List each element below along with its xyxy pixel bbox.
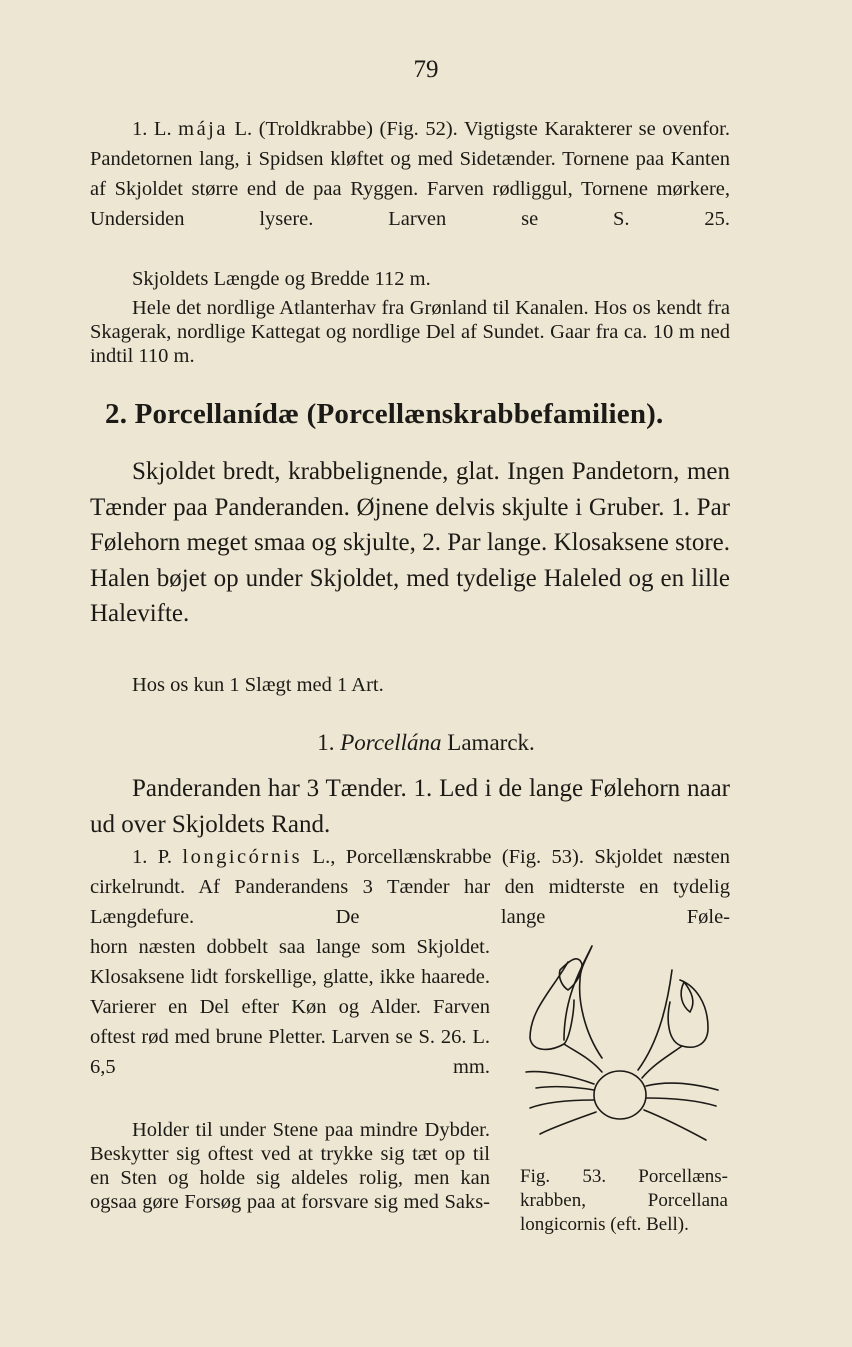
species-porcellana-name: longicórnis xyxy=(182,846,303,868)
crab-leg-r1 xyxy=(646,1083,718,1090)
species-porcellana-intro-paragraph xyxy=(90,842,730,932)
page-number: 79 xyxy=(413,56,439,83)
genus-name: Porcellána xyxy=(340,730,442,755)
species-maja-size: Skjoldets Længde og Bredde 112 m. xyxy=(132,268,431,290)
crab-leg-r2 xyxy=(646,1098,716,1106)
crab-carapace xyxy=(594,1071,646,1119)
crab-arm-right xyxy=(642,1046,682,1078)
crab-antenna-left xyxy=(564,946,602,1058)
crab-leg-l2 xyxy=(530,1100,594,1108)
species-porcellana-lead: 1. P. xyxy=(132,846,173,868)
species-maja-distribution: Hele det nordlige Atlanterhav fra Grønland til Kanalen. Hos os kendt fra Skagerak, nordlige Kattegat og nordlige Del af Sundet. Gaar fra ca. 10 m ned indtil 110 m. xyxy=(90,297,730,367)
crab-leg-l1 xyxy=(526,1072,594,1090)
species-porcellana-habitat: Holder til under Stene paa mindre Dybder. Beskytter sig oftest ved at trykke sig tæt op til en Sten og holde sig aldeles rolig, men kan ogsaa gøre Forsøg paa at forsvare sig med Saks- xyxy=(90,1119,490,1213)
species-maja-name: mája xyxy=(178,118,228,140)
genus-heading xyxy=(0,730,852,756)
family-description: Skjoldet bredt, krabbelignende, glat. Ingen Pandetorn, men Tænder paa Panderanden. Øjnene delvis skjulte i Gruber. 1. Par Følehorn meget smaa og skjulte, 2. Par lange. Klosaksene store. Halen bøjet op under Skjoldet, med tydelige Haleled og en lille Halevifte. xyxy=(90,458,730,627)
crab-antenna-right xyxy=(638,970,672,1070)
genus-description: Panderanden har 3 Tænder. 1. Led i de lange Følehorn naar ud over Skjoldets Rand. xyxy=(90,775,730,838)
figure-caption-line-2: krabben, Porcellana xyxy=(520,1190,728,1211)
family-note: Hos os kun 1 Slægt med 1 Art. xyxy=(132,674,384,696)
species-maja-paragraph xyxy=(90,114,730,234)
species-porcellana-intro: L., Porcellænskrabbe (Fig. 53). Skjoldet næsten cirkelrundt. Af Panderandens 3 Tænder har den midterste en tydelig Længdefure. De lange Føle- xyxy=(90,846,731,928)
figure-caption-line-3: longicornis (eft. Bell). xyxy=(520,1214,689,1235)
species-porcellana-description: horn næsten dobbelt saa lange som Skjoldet. Klosaksene lidt forskellige, glatte, ikke haarede. Varierer en Del efter Køn og Alder. Farven oftest rød med brune Pletter. Larven se S. 26. L. 6,5 mm. xyxy=(90,936,490,1078)
family-heading: 2. Porcellanídæ (Porcellænskrabbefamilien). xyxy=(105,398,664,430)
genus-author: Lamarck. xyxy=(447,730,535,755)
crab-leg-l3 xyxy=(540,1112,596,1134)
figure-caption xyxy=(520,1165,728,1237)
crab-illustration xyxy=(520,940,725,1150)
crab-claw-right xyxy=(668,980,708,1047)
genus-number: 1. xyxy=(317,730,335,755)
species-maja-lead: 1. L. xyxy=(132,118,172,140)
figure-caption-line-1: Fig. 53. Porcellæns- xyxy=(520,1166,728,1187)
crab-leg-r3 xyxy=(644,1110,706,1140)
species-maja-text: L. (Troldkrabbe) (Fig. 52). Vigtigste Karakterer se ovenfor. Pandetornen lang, i Spidsen kløftet og med Sidetænder. Tornene paa Kanten af Skjoldet større end de paa Ryggen. Farven rødliggul, Tornene mørkere, Undersiden lysere. Larven se S. 25. xyxy=(90,118,730,230)
